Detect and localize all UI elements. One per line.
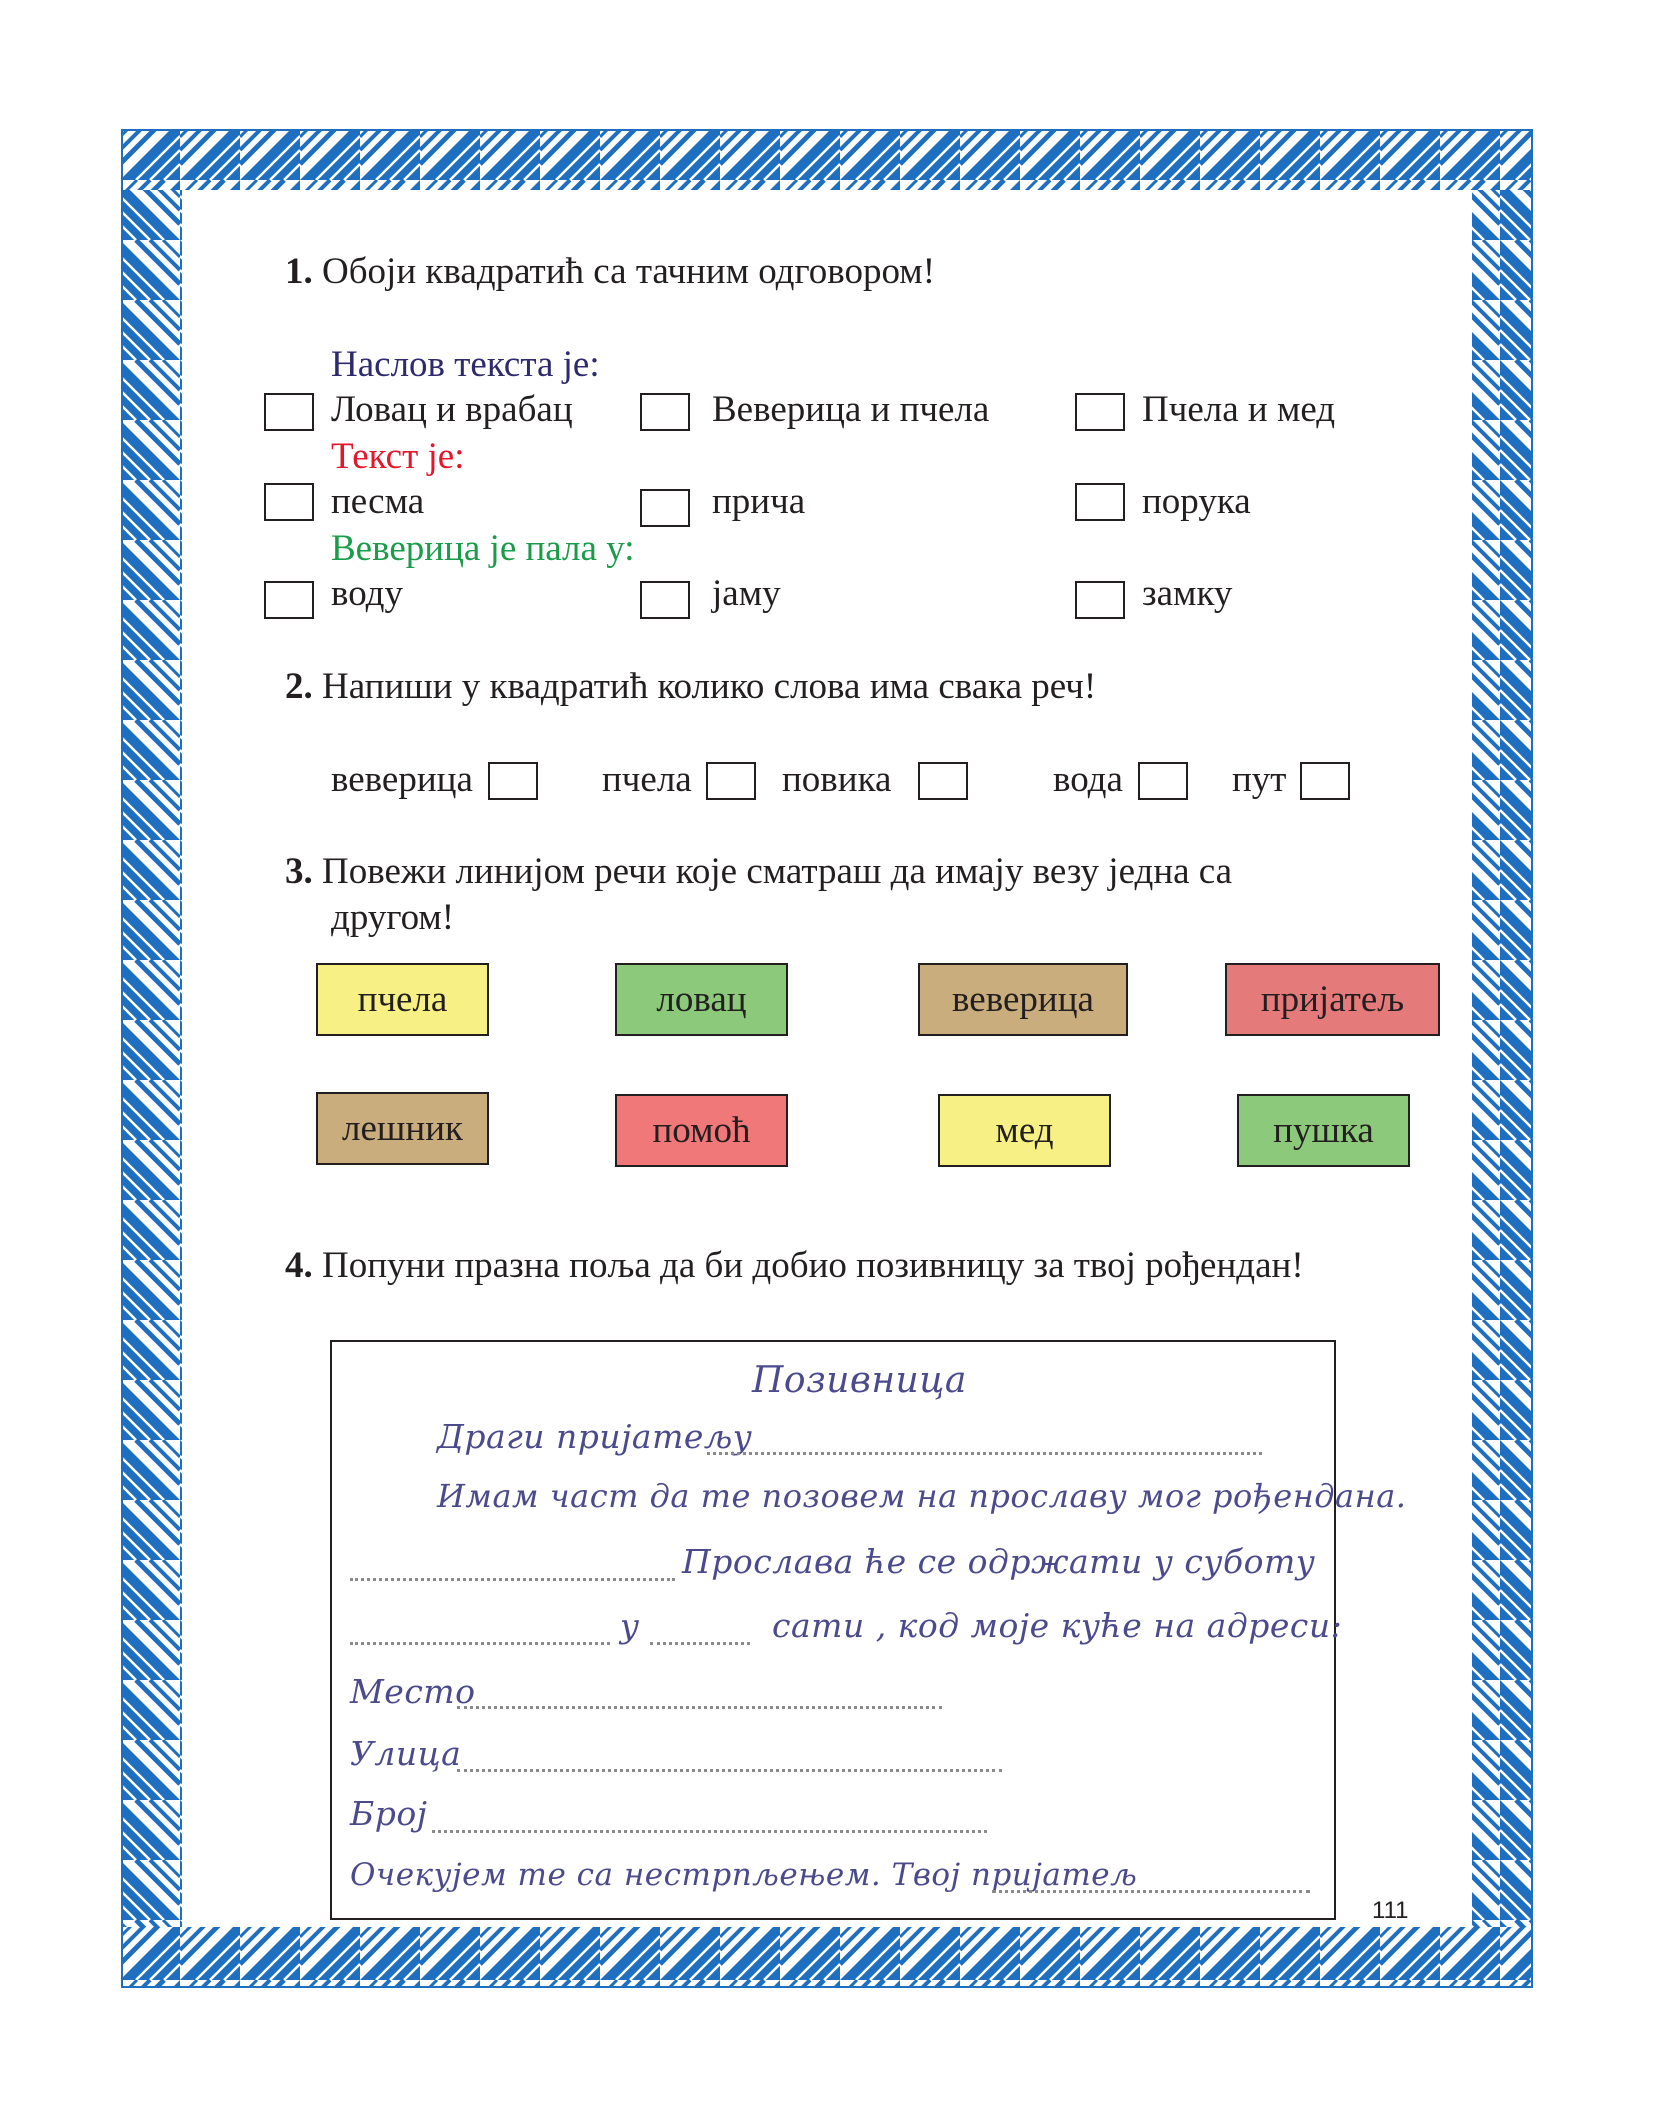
number-label: Број [350, 1794, 428, 1833]
answer-option: јаму [712, 573, 781, 614]
answer-checkbox[interactable] [640, 489, 690, 527]
answer-checkbox[interactable] [1075, 393, 1125, 431]
q4-number: 4. [285, 1245, 313, 1286]
street-label: Улица [350, 1734, 462, 1773]
letter-count-box[interactable] [488, 762, 538, 800]
q1-prompt: Обоји квадратић са тачним одговором! [322, 251, 936, 292]
answer-option: песма [331, 481, 425, 522]
invitation-closing: Очекујем те са нестрпљењем. Твој пријатељ [350, 1857, 1138, 1893]
answer-checkbox[interactable] [264, 581, 314, 619]
recipient-name-field[interactable] [707, 1452, 1262, 1455]
word-label: пчела [602, 759, 692, 800]
word-card-med[interactable]: мед [938, 1094, 1111, 1167]
letter-count-box[interactable] [918, 762, 968, 800]
hour-field[interactable] [650, 1642, 750, 1645]
word-card-pushka[interactable]: пушка [1237, 1094, 1410, 1167]
answer-option: Веверица и пчела [712, 389, 990, 430]
house-number-field[interactable] [432, 1830, 987, 1833]
answer-option: воду [331, 573, 403, 614]
street-field[interactable] [457, 1769, 1002, 1772]
signature-field[interactable] [992, 1890, 1310, 1893]
answer-option: Ловац и врабац [331, 389, 573, 430]
place-label: Место [350, 1672, 476, 1711]
answer-option: порука [1142, 481, 1251, 522]
word-label: пут [1232, 759, 1287, 800]
answer-checkbox[interactable] [1075, 483, 1125, 521]
invitation-title: Позивница [752, 1360, 967, 1401]
letter-count-box[interactable] [706, 762, 756, 800]
answer-checkbox[interactable] [264, 393, 314, 431]
invitation-line4-mid: у [620, 1606, 640, 1645]
q1-group2-label: Текст је: [331, 436, 465, 477]
word-label: повика [782, 759, 892, 800]
answer-checkbox[interactable] [640, 393, 690, 431]
invitation-line2: Имам част да те позовем на прославу мог рођендана. [437, 1477, 1407, 1515]
letter-count-box[interactable] [1138, 762, 1188, 800]
letter-count-box[interactable] [1300, 762, 1350, 800]
answer-checkbox[interactable] [264, 483, 314, 521]
word-card-veverica[interactable]: веверица [918, 963, 1128, 1036]
q1-number: 1. [285, 251, 313, 292]
time-field[interactable] [350, 1642, 610, 1645]
q3-prompt-line1: Повежи линијом речи које сматраш да имају везу једна са [322, 851, 1233, 892]
q4-heading [285, 1244, 1304, 1287]
page-number: 111 [1372, 1897, 1409, 1924]
date-field[interactable] [350, 1578, 675, 1581]
word-label: веверица [331, 759, 473, 800]
word-card-prijatelj[interactable]: пријатељ [1225, 963, 1440, 1036]
invitation-line3: Прослава ће се одржати у суботу [682, 1542, 1316, 1581]
word-card-lovac[interactable]: ловац [615, 963, 788, 1036]
word-label: вода [1053, 759, 1123, 800]
q4-prompt: Попуни празна поља да би добио позивницу за твој рођендан! [322, 1245, 1304, 1286]
q3-heading [285, 850, 1232, 893]
answer-checkbox[interactable] [640, 581, 690, 619]
place-field[interactable] [457, 1706, 942, 1709]
answer-option: Пчела и мед [1142, 389, 1336, 430]
q2-number: 2. [285, 666, 313, 707]
q2-heading [285, 665, 1096, 708]
q1-group1-label: Наслов текста је: [331, 344, 600, 385]
answer-option: замку [1142, 573, 1233, 614]
word-card-pchela[interactable]: пчела [316, 963, 489, 1036]
q1-heading [285, 250, 935, 293]
word-card-leshnik[interactable]: лешник [316, 1092, 489, 1165]
q3-number: 3. [285, 851, 313, 892]
q3-prompt-line2: другом! [331, 897, 455, 938]
word-card-pomoc[interactable]: помоћ [615, 1094, 788, 1167]
q1-group3-label: Веверица је пала у: [331, 528, 635, 569]
invitation-line4-end: сати , код моје куће на адреси: [772, 1606, 1343, 1645]
q2-prompt: Напиши у квадратић колико слова има свака реч! [322, 666, 1097, 707]
answer-checkbox[interactable] [1075, 581, 1125, 619]
invitation-greeting: Драги пријатељу [437, 1417, 753, 1456]
answer-option: прича [712, 481, 806, 522]
